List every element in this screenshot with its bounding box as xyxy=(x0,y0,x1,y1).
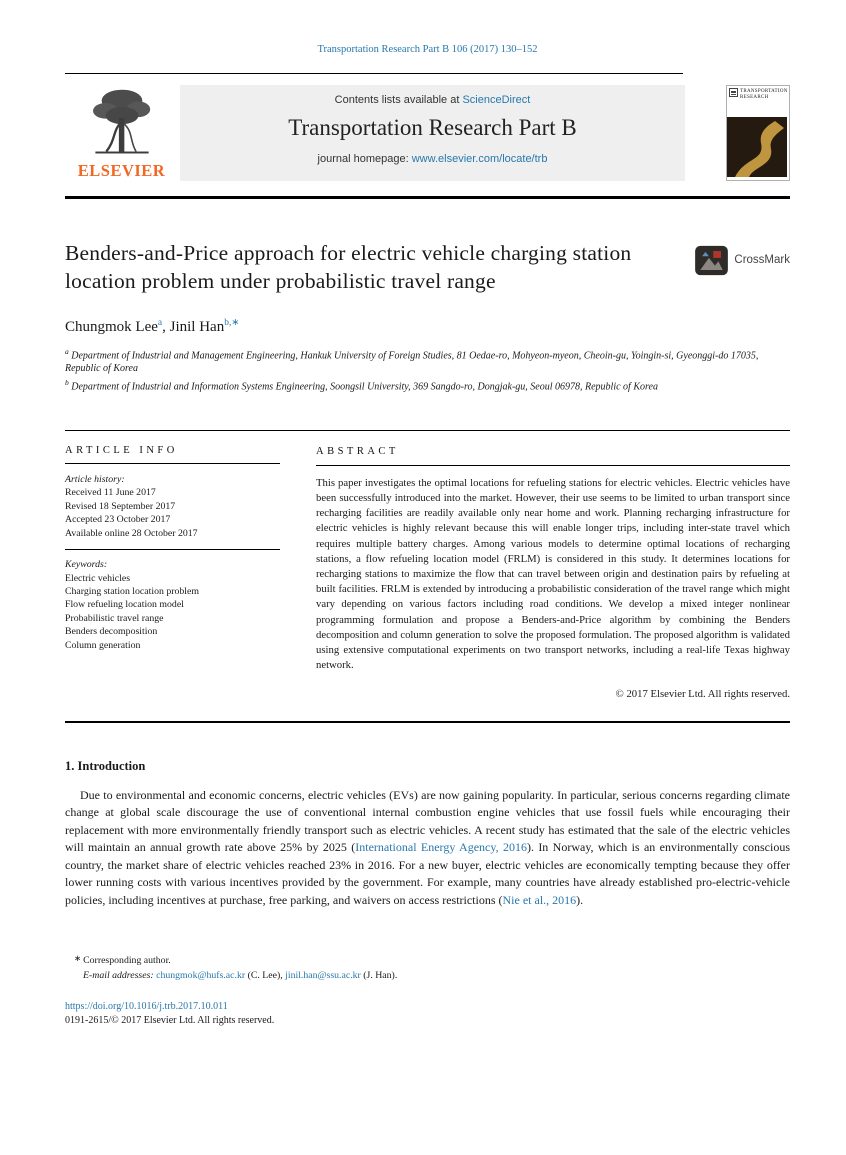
author-separator: , xyxy=(162,318,170,335)
article-info-column xyxy=(65,444,280,702)
elsevier-wordmark: ELSEVIER xyxy=(77,161,166,180)
keyword: Electric vehicles xyxy=(65,572,131,584)
crossmark-icon xyxy=(694,245,729,276)
divider xyxy=(65,430,790,431)
elsevier-tree-icon xyxy=(80,85,164,157)
text-link[interactable]: ScienceDirect xyxy=(462,94,531,106)
footnote-block xyxy=(65,951,790,983)
info-abstract-section xyxy=(65,444,790,702)
issn-copyright-line: 0191-2615/© 2017 Elsevier Ltd. All rights reserved. xyxy=(65,1015,275,1027)
keywords-label: Keywords: xyxy=(65,559,108,571)
journal-title: Transportation Research Part B xyxy=(288,115,577,140)
introduction-paragraph: Due to environmental and economic concerns, electric vehicles (EVs) are now gaining popularity. In particular, serious concerns regarding climate change at global scale discourage the use of conventional internal combustion engine vehicles that use fossil fuels while encouraging their replacement with more environmentally friendly transport such as electric vehicles. A recent study has estimated that the sale of the electric vehicles will maintain an annual growth rate above 25% by 2025 (International Energy Agency, 2016). In Norway, which is an environmentally conscious country, the market share of electric vehicles reached 23% in 2016. For a new buyer, electric vehicles are economically tempting because they offer lower running costs with various incentives provided by the government. For example, many countries have already established pro-electric-vehicle policies, including incentives at purchase, free parking, and waivers on access restrictions (Nie et al., 2016). xyxy=(65,787,790,907)
email-addresses-line: E-mail addresses: chungmok@hufs.ac.kr (C. Lee), jinil.han@ssu.ac.kr (J. Han). xyxy=(83,969,398,981)
author-affiliation-ref[interactable]: a xyxy=(157,317,163,328)
keywords-list xyxy=(65,558,280,652)
journal-cover-column xyxy=(726,85,790,181)
author-affiliation-ref[interactable]: b,∗ xyxy=(224,317,240,328)
authors-line xyxy=(65,317,790,336)
affiliation: $^b$ Department of Industrial and Information Systems Engineering, Soongsil University, 369 Sangdo-ro, Dongjak-gu, Seoul 06978, Republic of Korea xyxy=(65,377,658,393)
divider xyxy=(65,73,683,74)
article-info-heading: ARTICLE INFO xyxy=(65,444,178,456)
journal-cover-thumbnail[interactable] xyxy=(726,85,790,181)
history-label: Article history: xyxy=(65,474,125,486)
article-history xyxy=(65,473,280,540)
abstract-heading: ABSTRACT xyxy=(316,445,399,457)
cover-artwork xyxy=(727,117,789,177)
keyword: Charging station location problem xyxy=(65,585,199,597)
article-title: Benders-and-Price approach for electric vehicle charging station location problem under probabilistic travel range xyxy=(65,240,632,293)
divider xyxy=(65,721,790,723)
author-name: Chungmok Lee xyxy=(65,318,158,335)
keyword: Benders decomposition xyxy=(65,626,158,638)
text-link[interactable]: Nie et al., 2016 xyxy=(502,892,577,907)
keyword: Flow refueling location model xyxy=(65,599,184,611)
abstract-text: This paper investigates the optimal locations for refueling stations for electric vehicles. Electric vehicles have been successfully introduced into the market. However, their use seems to be limited to urban transport since recharging facilities are readily available only near home and work. Planning recharging infrastructure for electric vehicles is highly relevant because this will enable longer trips, including inter-state travel which requires multiple battery charges. Among various models to determine optimal locations of recharging stations, a flow refueling location model (FRLM) is considered in this study. It determines locations for recharging stations to maximize the flow that can travel between origin and destination pairs by refueling at built facilities. FRLM is extended by introducing a probabilistic consideration of the travel range which might vary depending on various factors including road conditions. We develop a mixed integer nonlinear programming formulation and propose a Benders-and-Price algorithm by combining the Benders decomposition and column generation to solve the proposed formulation. The proposed algorithm is validated using extensive computational experiments on two transport networks, including a real-life Texas highway network. xyxy=(316,476,790,672)
journal-banner xyxy=(180,85,685,181)
section-heading-introduction: 1. Introduction xyxy=(65,758,146,773)
divider xyxy=(65,196,790,199)
cover-logo-icon xyxy=(729,88,738,97)
cover-title: TRANSPORTATION RESEARCH xyxy=(740,89,788,100)
history-item: Revised 18 September 2017 xyxy=(65,500,176,512)
keyword: Probabilistic travel range xyxy=(65,612,164,624)
contents-line: Contents lists available at ScienceDirect xyxy=(334,94,531,106)
author-name: Jinil Han xyxy=(169,318,225,335)
elsevier-logo xyxy=(65,85,178,181)
cover-masthead xyxy=(727,86,789,117)
divider xyxy=(65,463,280,464)
homepage-line: journal homepage: www.elsevier.com/locate/trb xyxy=(317,153,548,165)
divider xyxy=(65,549,280,550)
keyword: Column generation xyxy=(65,639,141,651)
journal-header xyxy=(65,85,790,181)
text-link[interactable]: www.elsevier.com/locate/trb xyxy=(411,153,548,165)
affiliation: $^a$ Department of Industrial and Management Engineering, Hankuk University of Foreign Studies, 81 Oedae-ro, Mohyeon-myeon, Cheoin-gu, Yoingin-si, Gyeonggi-do 17035, Republic of Korea xyxy=(65,346,759,375)
copyright-line: © 2017 Elsevier Ltd. All rights reserved. xyxy=(615,687,790,700)
history-item: Available online 28 October 2017 xyxy=(65,527,198,539)
affiliations xyxy=(65,345,790,394)
corresponding-author-note: ∗ Corresponding author. xyxy=(74,953,171,967)
crossmark-badge[interactable] xyxy=(694,245,790,276)
text-link[interactable]: jinil.han@ssu.ac.kr xyxy=(285,969,361,981)
title-row xyxy=(65,239,790,295)
journal-citation-link[interactable]: Transportation Research Part B 106 (2017) 130–152 xyxy=(317,44,538,55)
footnote-marker: ∗ xyxy=(74,953,82,964)
divider xyxy=(316,465,790,466)
crossmark-label: CrossMark xyxy=(734,254,790,266)
doi-link[interactable]: https://doi.org/10.1016/j.trb.2017.10.011 xyxy=(65,1001,228,1013)
abstract-column xyxy=(316,444,790,702)
history-item: Received 11 June 2017 xyxy=(65,487,156,499)
text-link[interactable]: chungmok@hufs.ac.kr xyxy=(156,969,246,981)
history-item: Accepted 23 October 2017 xyxy=(65,514,171,526)
text-link[interactable]: International Energy Agency, 2016 xyxy=(355,840,527,855)
